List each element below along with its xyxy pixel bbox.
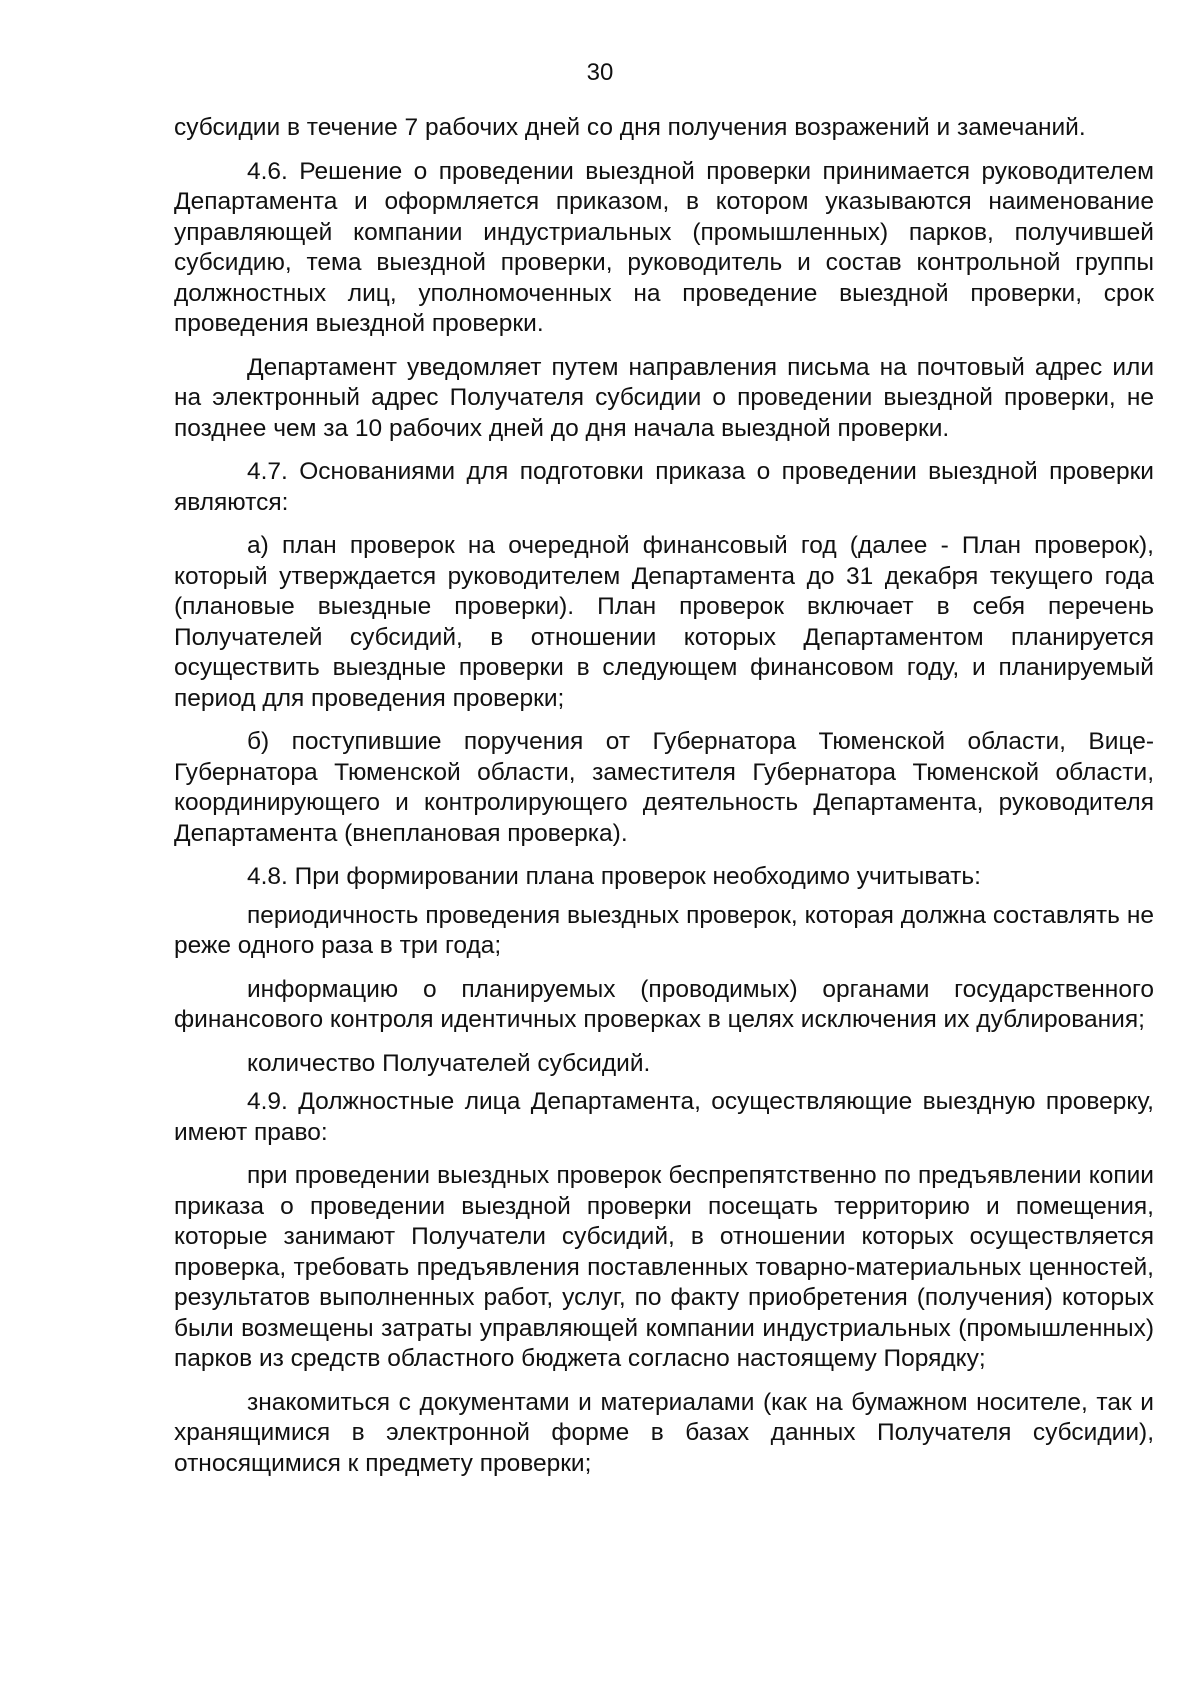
paragraph-continuation: субсидии в течение 7 рабочих дней со дня получения возражений и замечаний. [174,114,1086,141]
paragraph-quantity: количество Получателей субсидий. [247,1049,651,1077]
paragraph-4-7-b: б) поступившие поручения от Губернатора Тюменской области, Вице-Губернатора Тюменской области, заместителя Губернатора Тюменской области, координирующего и контролирующего деятельность Департамента, руководителя Департамента (внеплановая проверка). [174,728,1154,847]
paragraph-right-documents: знакомиться с документами и материалами (как на бумажном носителе, так и хранящимися в электронной форме в базах данных Получателя субсидии), относящимися к предмету проверки; [174,1388,1154,1477]
paragraph-4-6: 4.6. Решение о проведении выездной проверки принимается руководителем Департамента и оформляется приказом, в котором указываются наименование управляющей компании индустриальных (промышленных) парков, получившей субсидию, тема выездной проверки, руководитель и состав контрольной группы должностных лиц, уполномоченных на проведение выездной проверки, срок проведения выездной проверки. [174,157,1154,337]
paragraph-4-7: 4.7. Основаниями для подготовки приказа о проведении выездной проверки являются: [174,458,1154,516]
paragraph-4-9: 4.9. Должностные лица Департамента, осуществляющие выездную проверку, имеют право: [174,1088,1154,1146]
paragraph-notification: Департамент уведомляет путем направления письма на почтовый адрес или на электронный адрес Получателя субсидии о проведении выездной проверки, не позднее чем за 10 рабочих дней до дня начала выездной проверки. [174,353,1154,442]
paragraph-periodicity: периодичность проведения выездных проверок, которая должна составлять не реже одного раза в три года; [174,901,1154,959]
paragraph-4-7-a: а) план проверок на очередной финансовый год (далее - План проверок), который утверждается руководителем Департамента до 31 декабря текущего года (плановые выездные проверки). План проверок включает в себя перечень Получателей субсидий, в отношении которых Департаментом планируется осуществить выездные проверки в следующем финансовом году, и планируемый период для проведения проверки; [174,532,1154,712]
paragraph-information: информацию о планируемых (проводимых) органами государственного финансового контроля идентичных проверках в целях исключения их дублирования; [174,975,1154,1033]
document-body [174,113,1154,1487]
paragraph-right-visit: при проведении выездных проверок беспрепятственно по предъявлении копии приказа о проведении выездной проверки посещать территорию и помещения, которые занимают Получатели субсидий, в отношении которых осуществляется проверка, требовать предъявления поставленных товарно-материальных ценностей, результатов выполненных работ, услуг, по факту приобретения (получения) которых были возмещены затраты управляющей компании индустриальных (промышленных) парков из средств областного бюджета согласно настоящему Порядку; [174,1162,1154,1372]
page-number: 30 [586,59,614,86]
paragraph-4-8: 4.8. При формировании плана проверок необходимо учитывать: [247,863,981,890]
